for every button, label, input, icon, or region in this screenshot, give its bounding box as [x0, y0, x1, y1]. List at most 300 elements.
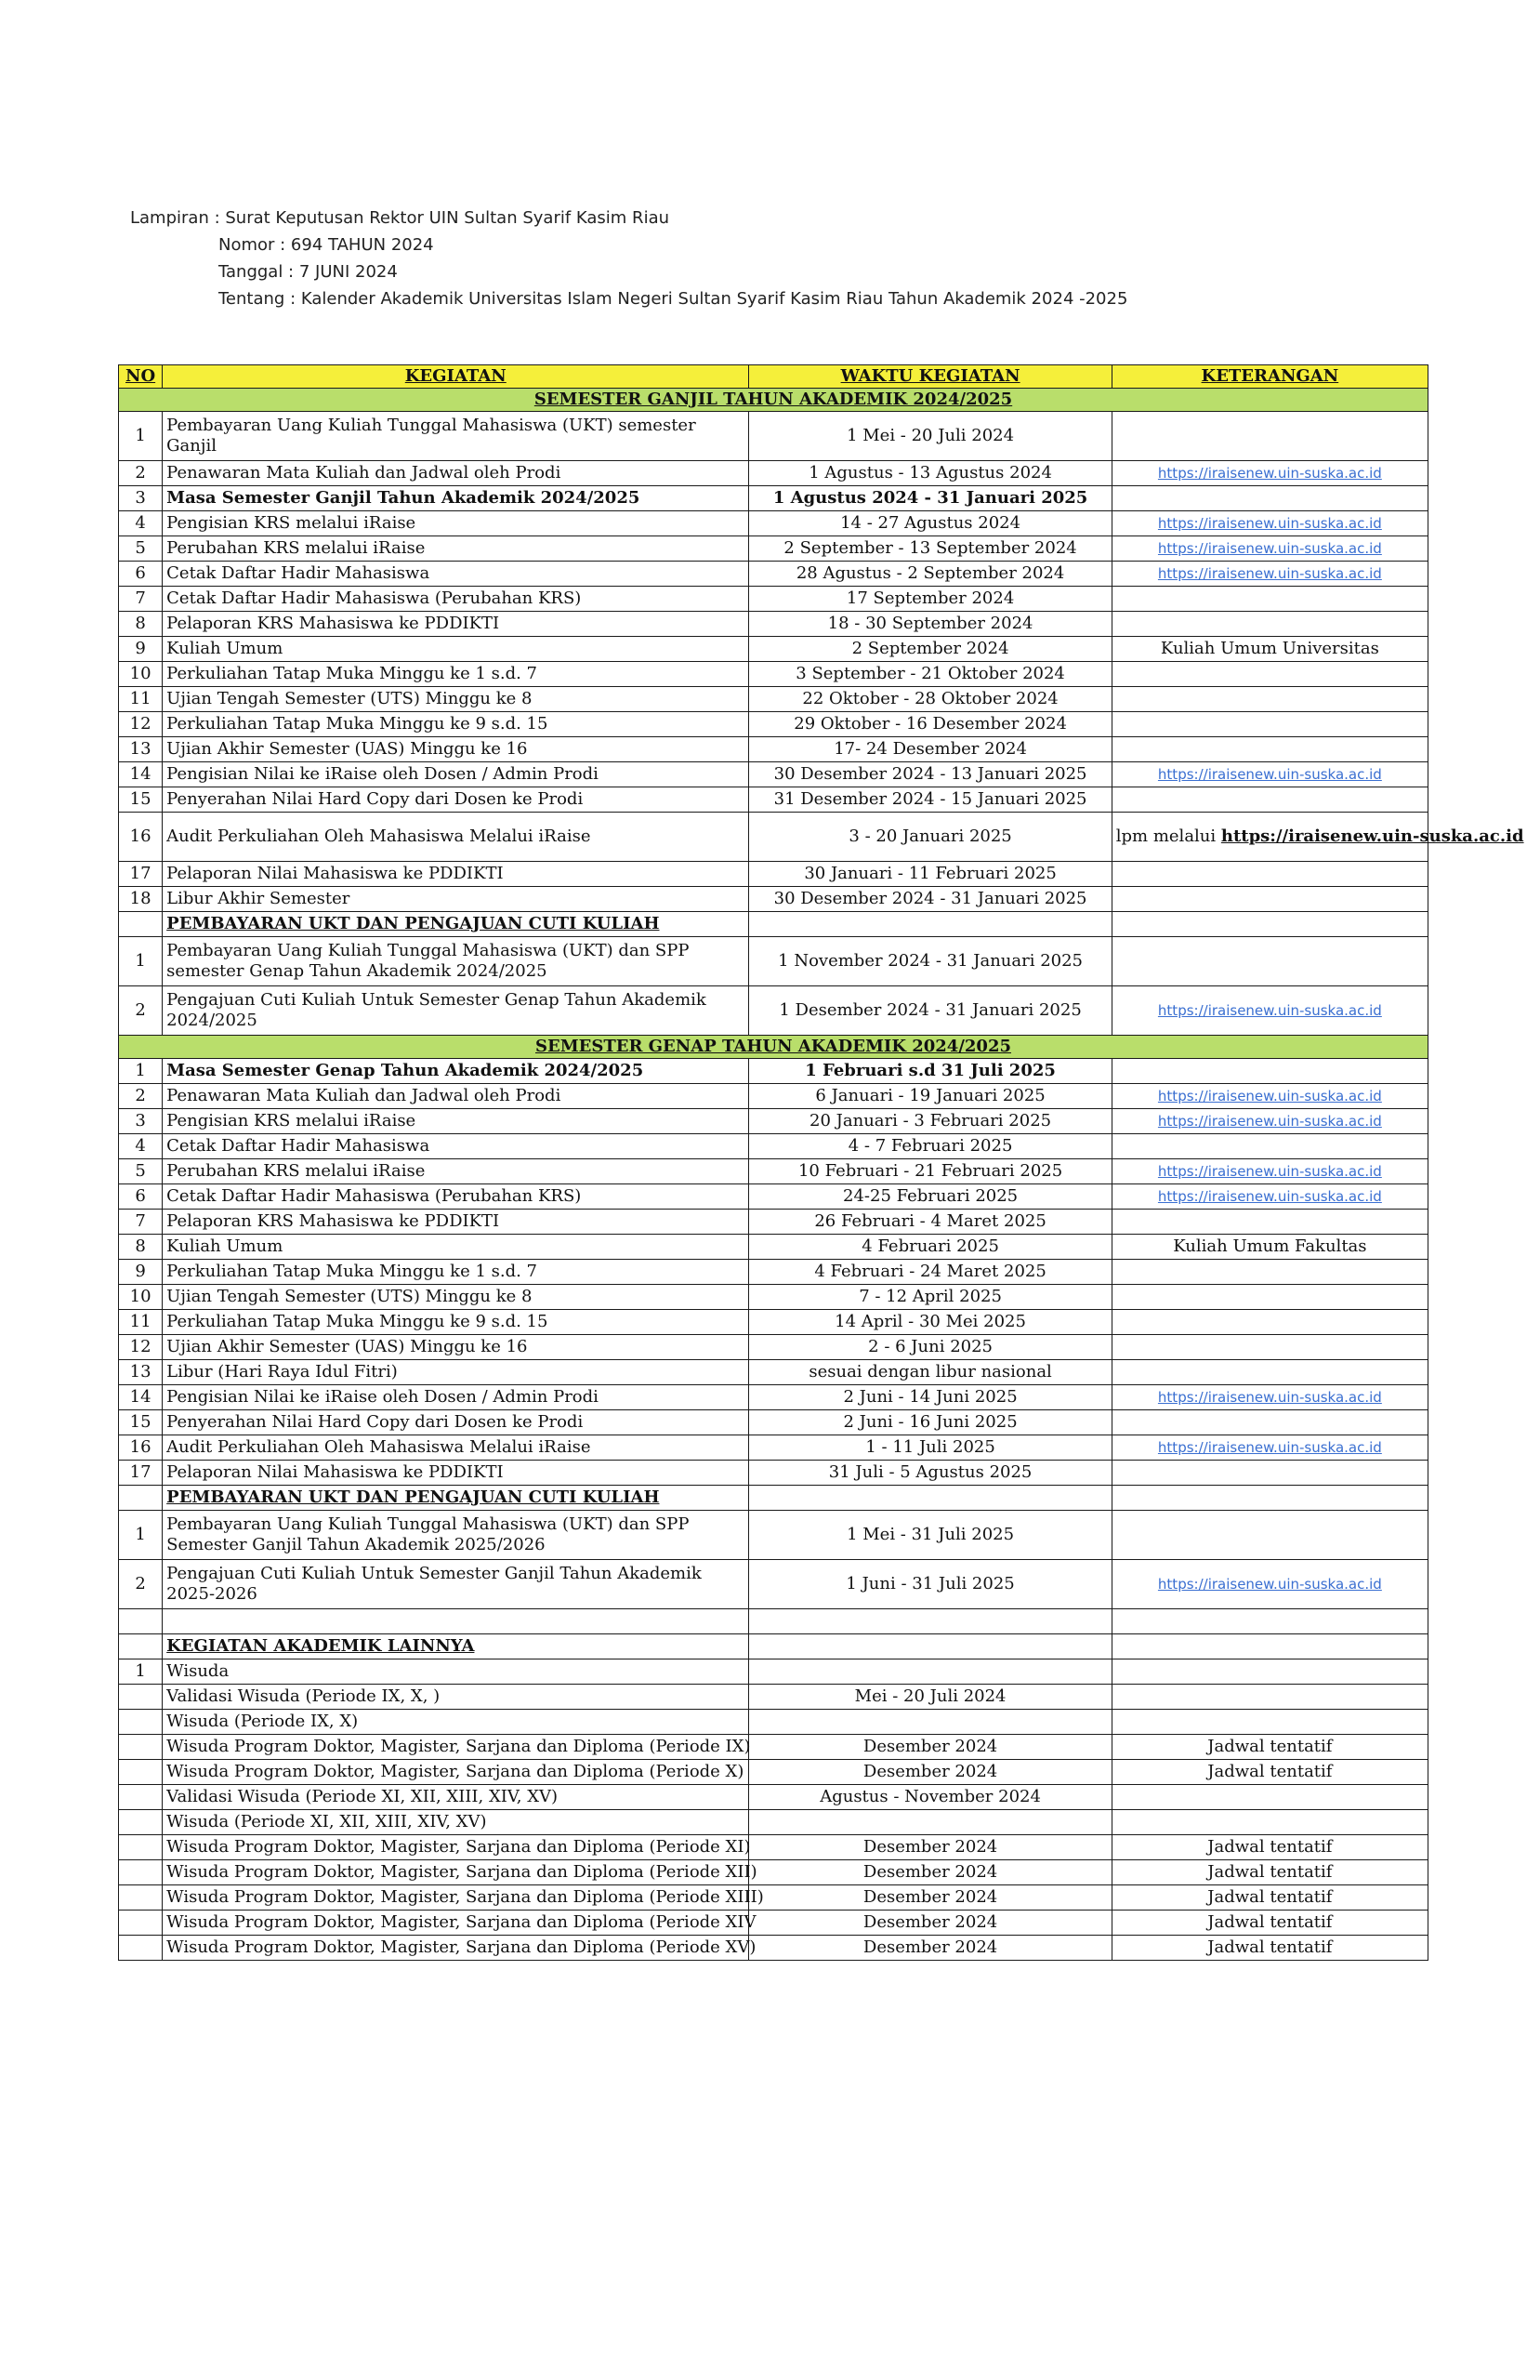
no-cell — [119, 1835, 163, 1860]
table-row — [119, 737, 1428, 762]
waktu-cell: 28 Agustus - 2 September 2024 — [749, 562, 1112, 587]
no-cell: 1 — [119, 412, 163, 461]
academic-calendar-table — [118, 364, 1524, 1961]
iraise-link[interactable]: https://iraisenew.uin-suska.ac.id — [1157, 1113, 1382, 1130]
waktu-cell: 30 Januari - 11 Februari 2025 — [749, 862, 1112, 887]
table-row — [119, 461, 1428, 486]
no-cell: 2 — [119, 986, 163, 1036]
no-cell — [119, 912, 163, 937]
no-cell: 3 — [119, 1109, 163, 1134]
no-cell: 2 — [119, 461, 163, 486]
iraise-link[interactable]: https://iraisenew.uin-suska.ac.id — [1220, 826, 1524, 846]
keterangan-cell — [1112, 862, 1428, 887]
table-row — [119, 1710, 1428, 1735]
waktu-cell: Desember 2024 — [749, 1911, 1112, 1936]
keterangan-cell — [1112, 1461, 1428, 1486]
kegiatan-cell: Masa Semester Genap Tahun Akademik 2024/2025 — [163, 1059, 749, 1084]
table-row — [119, 412, 1428, 461]
empty-cell — [163, 1609, 749, 1634]
table-row — [119, 687, 1428, 712]
no-cell: 11 — [119, 1310, 163, 1335]
keterangan-cell — [1112, 1410, 1428, 1435]
waktu-cell: 14 April - 30 Mei 2025 — [749, 1310, 1112, 1335]
no-cell: 15 — [119, 1410, 163, 1435]
kegiatan-cell: Wisuda (Periode IX, X) — [163, 1710, 749, 1735]
keterangan-cell: Jadwal tentatif — [1112, 1860, 1428, 1885]
iraise-link[interactable]: https://iraisenew.uin-suska.ac.id — [1157, 1439, 1382, 1456]
waktu-cell: Desember 2024 — [749, 1936, 1112, 1961]
table-row — [119, 1936, 1428, 1961]
table-row — [119, 1810, 1428, 1835]
no-cell: 3 — [119, 486, 163, 511]
no-cell: 12 — [119, 712, 163, 737]
kegiatan-cell: Kuliah Umum — [163, 1235, 749, 1260]
kegiatan-cell: Cetak Daftar Hadir Mahasiswa (Perubahan KRS) — [163, 587, 749, 612]
waktu-cell: 14 - 27 Agustus 2024 — [749, 511, 1112, 536]
table-row — [119, 862, 1428, 887]
keterangan-cell — [1112, 1134, 1428, 1159]
waktu-cell — [749, 1810, 1112, 1835]
kegiatan-cell: Ujian Akhir Semester (UAS) Minggu ke 16 — [163, 1335, 749, 1360]
keterangan-cell: Kuliah Umum Universitas — [1112, 637, 1428, 662]
no-cell: 13 — [119, 1360, 163, 1385]
table-row — [119, 562, 1428, 587]
document-header — [130, 205, 1431, 312]
no-cell: 10 — [119, 1285, 163, 1310]
no-cell: 1 — [119, 937, 163, 986]
keterangan-cell — [1112, 587, 1428, 612]
iraise-link[interactable]: https://iraisenew.uin-suska.ac.id — [1157, 1576, 1382, 1593]
waktu-cell: 1 November 2024 - 31 Januari 2025 — [749, 937, 1112, 986]
col-header-kegiatan: KEGIATAN — [163, 365, 749, 389]
keterangan-cell — [1112, 1084, 1428, 1109]
no-cell: 9 — [119, 1260, 163, 1285]
waktu-cell: 31 Desember 2024 - 15 Januari 2025 — [749, 787, 1112, 813]
table-row — [119, 1911, 1428, 1936]
keterangan-cell: Kuliah Umum Fakultas — [1112, 1235, 1428, 1260]
kegiatan-cell: Cetak Daftar Hadir Mahasiswa (Perubahan KRS) — [163, 1184, 749, 1210]
table-row — [119, 937, 1428, 986]
keterangan-cell — [1112, 1511, 1428, 1560]
no-cell — [119, 1936, 163, 1961]
keterangan-cell — [1112, 1109, 1428, 1134]
col-header-waktu: WAKTU KEGIATAN — [749, 365, 1112, 389]
table-row — [119, 1685, 1428, 1710]
nomor-line: Nomor : 694 TAHUN 2024 — [218, 235, 434, 255]
keterangan-cell: Jadwal tentatif — [1112, 1936, 1428, 1961]
table-row — [119, 1159, 1428, 1184]
keterangan-cell — [1112, 1710, 1428, 1735]
table-row — [119, 1659, 1428, 1685]
no-cell: 13 — [119, 737, 163, 762]
keterangan-cell — [1112, 536, 1428, 562]
table-row — [119, 1285, 1428, 1310]
waktu-cell: 3 - 20 Januari 2025 — [749, 813, 1112, 862]
no-cell: 2 — [119, 1084, 163, 1109]
kegiatan-cell: Ujian Tengah Semester (UTS) Minggu ke 8 — [163, 687, 749, 712]
kegiatan-cell: Penawaran Mata Kuliah dan Jadwal oleh Prodi — [163, 461, 749, 486]
keterangan-cell — [1112, 1785, 1428, 1810]
no-cell: 18 — [119, 887, 163, 912]
table-row — [119, 1461, 1428, 1486]
section-title: SEMESTER GENAP TAHUN AKADEMIK 2024/2025 — [119, 1036, 1428, 1059]
waktu-cell: 24-25 Februari 2025 — [749, 1184, 1112, 1210]
keterangan-cell: Jadwal tentatif — [1112, 1911, 1428, 1936]
waktu-cell: 4 Februari 2025 — [749, 1235, 1112, 1260]
keterangan-cell — [1112, 937, 1428, 986]
no-cell: 10 — [119, 662, 163, 687]
waktu-cell: 4 Februari - 24 Maret 2025 — [749, 1260, 1112, 1285]
waktu-cell: 2 September - 13 September 2024 — [749, 536, 1112, 562]
no-cell — [119, 1760, 163, 1785]
no-cell — [119, 1710, 163, 1735]
kegiatan-cell: Pembayaran Uang Kuliah Tunggal Mahasiswa (UKT) dan SPP Semester Ganjil Tahun Akademik 2025/2026 — [163, 1511, 749, 1560]
waktu-cell: 3 September - 21 Oktober 2024 — [749, 662, 1112, 687]
keterangan-cell — [1112, 737, 1428, 762]
no-cell — [119, 1634, 163, 1659]
no-cell: 14 — [119, 1385, 163, 1410]
table-row — [119, 787, 1428, 813]
kegiatan-cell: Wisuda — [163, 1659, 749, 1685]
waktu-cell — [749, 1634, 1112, 1659]
table-row — [119, 986, 1428, 1036]
waktu-cell: 18 - 30 September 2024 — [749, 612, 1112, 637]
waktu-cell: 30 Desember 2024 - 31 Januari 2025 — [749, 887, 1112, 912]
table-row — [119, 1835, 1428, 1860]
no-cell — [119, 1486, 163, 1511]
kegiatan-cell: Validasi Wisuda (Periode XI, XII, XIII, XIV, XV) — [163, 1785, 749, 1810]
subsection-title: PEMBAYARAN UKT DAN PENGAJUAN CUTI KULIAH — [163, 912, 749, 937]
kegiatan-cell: Perubahan KRS melalui iRaise — [163, 536, 749, 562]
iraise-link[interactable]: https://iraisenew.uin-suska.ac.id — [1157, 565, 1382, 582]
kegiatan-cell: Pengisian KRS melalui iRaise — [163, 511, 749, 536]
keterangan-cell — [1112, 1159, 1428, 1184]
table-row — [119, 1885, 1428, 1911]
no-cell: 2 — [119, 1560, 163, 1609]
iraise-link[interactable]: https://iraisenew.uin-suska.ac.id — [1157, 1163, 1382, 1180]
kegiatan-cell: Validasi Wisuda (Periode IX, X, ) — [163, 1685, 749, 1710]
waktu-cell: 1 Februari s.d 31 Juli 2025 — [749, 1059, 1112, 1084]
no-cell — [119, 1911, 163, 1936]
table-row — [119, 712, 1428, 737]
kegiatan-cell: Pelaporan Nilai Mahasiswa ke PDDIKTI — [163, 1461, 749, 1486]
table-row — [119, 1735, 1428, 1760]
table-row — [119, 1260, 1428, 1285]
kegiatan-cell: Pengisian KRS melalui iRaise — [163, 1109, 749, 1134]
waktu-cell: Desember 2024 — [749, 1735, 1112, 1760]
keterangan-cell: Jadwal tentatif — [1112, 1835, 1428, 1860]
keterangan-cell — [1112, 486, 1428, 511]
kegiatan-cell: Kuliah Umum — [163, 637, 749, 662]
keterangan-cell — [1112, 1659, 1428, 1685]
table-row — [119, 1435, 1428, 1461]
no-cell: 17 — [119, 1461, 163, 1486]
waktu-cell: 2 Juni - 16 Juni 2025 — [749, 1410, 1112, 1435]
kegiatan-cell: Wisuda Program Doktor, Magister, Sarjana dan Diploma (Periode X) — [163, 1760, 749, 1785]
kegiatan-cell: Libur Akhir Semester — [163, 887, 749, 912]
waktu-cell: 2 - 6 Juni 2025 — [749, 1335, 1112, 1360]
waktu-cell: 6 Januari - 19 Januari 2025 — [749, 1084, 1112, 1109]
no-cell: 7 — [119, 587, 163, 612]
iraise-link[interactable]: https://iraisenew.uin-suska.ac.id — [1157, 1389, 1382, 1406]
keterangan-cell — [1112, 813, 1524, 862]
table-row — [119, 887, 1428, 912]
subsection-row — [119, 1634, 1428, 1659]
waktu-cell: 7 - 12 April 2025 — [749, 1285, 1112, 1310]
kegiatan-cell: Wisuda (Periode XI, XII, XIII, XIV, XV) — [163, 1810, 749, 1835]
keterangan-cell — [1112, 1260, 1428, 1285]
keterangan-cell — [1112, 412, 1428, 461]
table-row — [119, 1860, 1428, 1885]
kegiatan-cell: Wisuda Program Doktor, Magister, Sarjana dan Diploma (Periode XIII) — [163, 1885, 749, 1911]
table-row — [119, 1335, 1428, 1360]
lpm-label: lpm melalui — [1115, 826, 1221, 846]
no-cell: 1 — [119, 1059, 163, 1084]
table-row — [119, 1310, 1428, 1335]
kegiatan-cell: Ujian Akhir Semester (UAS) Minggu ke 16 — [163, 737, 749, 762]
table-row — [119, 1059, 1428, 1084]
iraise-link[interactable]: https://iraisenew.uin-suska.ac.id — [1157, 540, 1382, 557]
keterangan-cell — [1112, 787, 1428, 813]
iraise-link[interactable]: https://iraisenew.uin-suska.ac.id — [1157, 1088, 1382, 1104]
no-cell: 8 — [119, 612, 163, 637]
kegiatan-cell: Cetak Daftar Hadir Mahasiswa — [163, 562, 749, 587]
subsection-row — [119, 912, 1428, 937]
iraise-link[interactable]: https://iraisenew.uin-suska.ac.id — [1157, 515, 1382, 532]
table-row — [119, 762, 1428, 787]
no-cell: 4 — [119, 511, 163, 536]
kegiatan-cell: Wisuda Program Doktor, Magister, Sarjana dan Diploma (Periode XII) — [163, 1860, 749, 1885]
kegiatan-cell: Pengajuan Cuti Kuliah Untuk Semester Ganjil Tahun Akademik 2025-2026 — [163, 1560, 749, 1609]
keterangan-cell: Jadwal tentatif — [1112, 1760, 1428, 1785]
no-cell: 8 — [119, 1235, 163, 1260]
waktu-cell: 22 Oktober - 28 Oktober 2024 — [749, 687, 1112, 712]
no-cell: 16 — [119, 813, 163, 862]
waktu-cell: Mei - 20 Juli 2024 — [749, 1685, 1112, 1710]
waktu-cell: 1 Juni - 31 Juli 2025 — [749, 1560, 1112, 1609]
no-cell — [119, 1885, 163, 1911]
keterangan-cell — [1112, 612, 1428, 637]
keterangan-cell — [1112, 1435, 1428, 1461]
no-cell — [119, 1685, 163, 1710]
keterangan-cell — [1112, 1184, 1428, 1210]
table-row — [119, 1235, 1428, 1260]
no-cell: 9 — [119, 637, 163, 662]
keterangan-cell: Jadwal tentatif — [1112, 1735, 1428, 1760]
table-row — [119, 1410, 1428, 1435]
waktu-cell: 29 Oktober - 16 Desember 2024 — [749, 712, 1112, 737]
waktu-cell: 2 Juni - 14 Juni 2025 — [749, 1385, 1112, 1410]
no-cell: 1 — [119, 1659, 163, 1685]
waktu-cell: 31 Juli - 5 Agustus 2025 — [749, 1461, 1112, 1486]
kegiatan-cell: Pengisian Nilai ke iRaise oleh Dosen / Admin Prodi — [163, 762, 749, 787]
lampiran-line: Lampiran : Surat Keputusan Rektor UIN Sultan Syarif Kasim Riau — [130, 208, 670, 228]
kegiatan-cell: Audit Perkuliahan Oleh Mahasiswa Melalui iRaise — [163, 1435, 749, 1461]
no-cell: 1 — [119, 1511, 163, 1560]
no-cell — [119, 1860, 163, 1885]
kegiatan-cell: Wisuda Program Doktor, Magister, Sarjana dan Diploma (Periode IX) — [163, 1735, 749, 1760]
waktu-cell: 2 September 2024 — [749, 637, 1112, 662]
subsection-title: KEGIATAN AKADEMIK LAINNYA — [163, 1634, 749, 1659]
empty-cell — [119, 1609, 163, 1634]
table-row — [119, 612, 1428, 637]
table-row — [119, 511, 1428, 536]
no-cell: 15 — [119, 787, 163, 813]
waktu-cell: 1 - 11 Juli 2025 — [749, 1435, 1112, 1461]
kegiatan-cell: Pelaporan Nilai Mahasiswa ke PDDIKTI — [163, 862, 749, 887]
waktu-cell: 17- 24 Desember 2024 — [749, 737, 1112, 762]
no-cell: 6 — [119, 562, 163, 587]
keterangan-cell — [1112, 712, 1428, 737]
kegiatan-cell: Wisuda Program Doktor, Magister, Sarjana dan Diploma (Periode XV) — [163, 1936, 749, 1961]
keterangan-cell — [1112, 662, 1428, 687]
table-row — [119, 1560, 1428, 1609]
no-cell: 14 — [119, 762, 163, 787]
keterangan-cell — [1112, 687, 1428, 712]
keterangan-cell — [1112, 1360, 1428, 1385]
waktu-cell: 17 September 2024 — [749, 587, 1112, 612]
keterangan-cell — [1112, 1560, 1428, 1609]
waktu-cell: 26 Februari - 4 Maret 2025 — [749, 1210, 1112, 1235]
subsection-row — [119, 1486, 1428, 1511]
waktu-cell: 30 Desember 2024 - 13 Januari 2025 — [749, 762, 1112, 787]
kegiatan-cell: Wisuda Program Doktor, Magister, Sarjana dan Diploma (Periode XIV — [163, 1911, 749, 1936]
kegiatan-cell: Perubahan KRS melalui iRaise — [163, 1159, 749, 1184]
col-header-no: NO — [119, 365, 163, 389]
no-cell: 17 — [119, 862, 163, 887]
waktu-cell — [749, 1710, 1112, 1735]
waktu-cell: Agustus - November 2024 — [749, 1785, 1112, 1810]
kegiatan-cell: Audit Perkuliahan Oleh Mahasiswa Melalui iRaise — [163, 813, 749, 862]
kegiatan-cell: Penawaran Mata Kuliah dan Jadwal oleh Prodi — [163, 1084, 749, 1109]
no-cell: 4 — [119, 1134, 163, 1159]
kegiatan-cell: Libur (Hari Raya Idul Fitri) — [163, 1360, 749, 1385]
table-row — [119, 637, 1428, 662]
no-cell: 12 — [119, 1335, 163, 1360]
no-cell: 5 — [119, 536, 163, 562]
keterangan-cell — [1112, 1210, 1428, 1235]
no-cell — [119, 1810, 163, 1835]
semester-section-row — [119, 389, 1428, 412]
keterangan-cell — [1112, 912, 1428, 937]
iraise-link[interactable]: https://iraisenew.uin-suska.ac.id — [1157, 1002, 1382, 1019]
keterangan-cell — [1112, 1059, 1428, 1084]
waktu-cell: Desember 2024 — [749, 1885, 1112, 1911]
table-row — [119, 1785, 1428, 1810]
table-row — [119, 536, 1428, 562]
keterangan-cell — [1112, 511, 1428, 536]
no-cell: 11 — [119, 687, 163, 712]
keterangan-cell — [1112, 562, 1428, 587]
keterangan-cell — [1112, 1634, 1428, 1659]
table-row — [119, 1760, 1428, 1785]
iraise-link[interactable]: https://iraisenew.uin-suska.ac.id — [1157, 1188, 1382, 1205]
waktu-cell: Desember 2024 — [749, 1860, 1112, 1885]
subsection-title: PEMBAYARAN UKT DAN PENGAJUAN CUTI KULIAH — [163, 1486, 749, 1511]
table-row — [119, 662, 1428, 687]
keterangan-cell — [1112, 1810, 1428, 1835]
kegiatan-cell: Penyerahan Nilai Hard Copy dari Dosen ke Prodi — [163, 787, 749, 813]
semester-section-row — [119, 1036, 1428, 1059]
waktu-cell: 1 Mei - 31 Juli 2025 — [749, 1511, 1112, 1560]
table-row — [119, 1134, 1428, 1159]
no-cell: 5 — [119, 1159, 163, 1184]
table-row — [119, 1385, 1428, 1410]
waktu-cell — [749, 1659, 1112, 1685]
keterangan-cell — [1112, 1310, 1428, 1335]
waktu-cell — [749, 912, 1112, 937]
kegiatan-cell: Cetak Daftar Hadir Mahasiswa — [163, 1134, 749, 1159]
blank-row — [119, 1609, 1428, 1634]
kegiatan-cell: Wisuda Program Doktor, Magister, Sarjana dan Diploma (Periode XI) — [163, 1835, 749, 1860]
kegiatan-cell: Pengajuan Cuti Kuliah Untuk Semester Genap Tahun Akademik 2024/2025 — [163, 986, 749, 1036]
empty-cell — [749, 1609, 1112, 1634]
no-cell — [119, 1785, 163, 1810]
table-row — [119, 1511, 1428, 1560]
keterangan-cell — [1112, 1385, 1428, 1410]
table-row — [119, 1109, 1428, 1134]
kegiatan-cell: Pengisian Nilai ke iRaise oleh Dosen / Admin Prodi — [163, 1385, 749, 1410]
table-row — [119, 587, 1428, 612]
kegiatan-cell: Pembayaran Uang Kuliah Tunggal Mahasiswa (UKT) dan SPP semester Genap Tahun Akademik 2024/2025 — [163, 937, 749, 986]
waktu-cell: 4 - 7 Februari 2025 — [749, 1134, 1112, 1159]
waktu-cell: 1 Agustus - 13 Agustus 2024 — [749, 461, 1112, 486]
waktu-cell: 20 Januari - 3 Februari 2025 — [749, 1109, 1112, 1134]
keterangan-cell — [1112, 1285, 1428, 1310]
no-cell: 7 — [119, 1210, 163, 1235]
no-cell — [119, 1735, 163, 1760]
kegiatan-cell: Perkuliahan Tatap Muka Minggu ke 1 s.d. 7 — [163, 1260, 749, 1285]
kegiatan-cell: Perkuliahan Tatap Muka Minggu ke 9 s.d. 15 — [163, 1310, 749, 1335]
kegiatan-cell: Pelaporan KRS Mahasiswa ke PDDIKTI — [163, 1210, 749, 1235]
waktu-cell: 1 Mei - 20 Juli 2024 — [749, 412, 1112, 461]
keterangan-cell — [1112, 461, 1428, 486]
waktu-cell: Desember 2024 — [749, 1835, 1112, 1860]
waktu-cell: Desember 2024 — [749, 1760, 1112, 1785]
tanggal-line: Tanggal : 7 JUNI 2024 — [218, 262, 398, 282]
section-title: SEMESTER GANJIL TAHUN AKADEMIK 2024/2025 — [119, 389, 1428, 412]
iraise-link[interactable]: https://iraisenew.uin-suska.ac.id — [1157, 766, 1382, 783]
kegiatan-cell: Perkuliahan Tatap Muka Minggu ke 9 s.d. 15 — [163, 712, 749, 737]
table-body — [119, 389, 1524, 1961]
tentang-line: Tentang : Kalender Akademik Universitas Islam Negeri Sultan Syarif Kasim Riau Tahun Akademik 2024 -2025 — [218, 289, 1128, 309]
table-row — [119, 813, 1428, 862]
waktu-cell: 1 Agustus 2024 - 31 Januari 2025 — [749, 486, 1112, 511]
keterangan-cell — [1112, 762, 1428, 787]
table-row — [119, 486, 1428, 511]
table-header-row — [119, 365, 1428, 389]
keterangan-cell: Jadwal tentatif — [1112, 1885, 1428, 1911]
keterangan-cell — [1112, 1335, 1428, 1360]
iraise-link[interactable]: https://iraisenew.uin-suska.ac.id — [1157, 465, 1382, 482]
empty-cell — [1112, 1609, 1428, 1634]
keterangan-cell — [1112, 1486, 1428, 1511]
col-header-keterangan: KETERANGAN — [1112, 365, 1428, 389]
kegiatan-cell: Ujian Tengah Semester (UTS) Minggu ke 8 — [163, 1285, 749, 1310]
no-cell: 16 — [119, 1435, 163, 1461]
waktu-cell: sesuai dengan libur nasional — [749, 1360, 1112, 1385]
waktu-cell: 1 Desember 2024 - 31 Januari 2025 — [749, 986, 1112, 1036]
waktu-cell — [749, 1486, 1112, 1511]
waktu-cell: 10 Februari - 21 Februari 2025 — [749, 1159, 1112, 1184]
table-row — [119, 1184, 1428, 1210]
kegiatan-cell: Penyerahan Nilai Hard Copy dari Dosen ke Prodi — [163, 1410, 749, 1435]
kegiatan-cell: Pembayaran Uang Kuliah Tunggal Mahasiswa (UKT) semester Ganjil — [163, 412, 749, 461]
keterangan-cell — [1112, 986, 1428, 1036]
table-row — [119, 1084, 1428, 1109]
keterangan-cell — [1112, 887, 1428, 912]
kegiatan-cell: Masa Semester Ganjil Tahun Akademik 2024/2025 — [163, 486, 749, 511]
